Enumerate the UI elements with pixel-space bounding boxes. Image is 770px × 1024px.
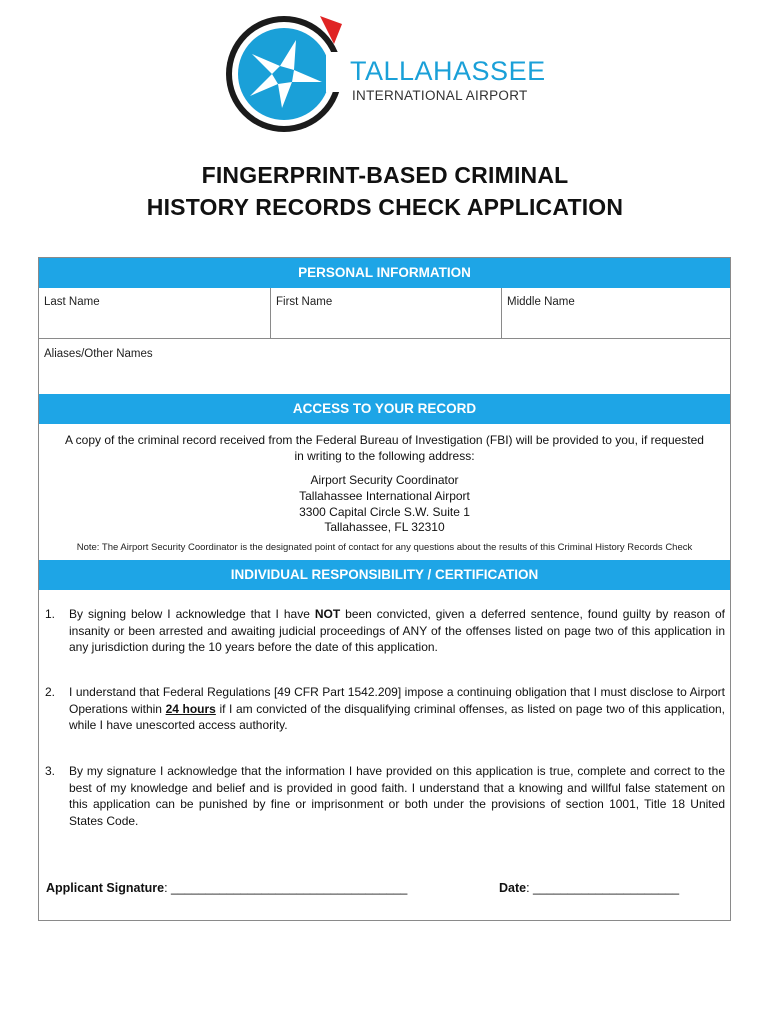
last-name-label: Last Name xyxy=(44,296,100,308)
address-line: Airport Security Coordinator xyxy=(310,473,459,487)
last-name-field[interactable] xyxy=(39,288,270,338)
date-label: Date xyxy=(499,881,527,895)
first-name-field[interactable] xyxy=(271,288,501,338)
signature-label: Applicant Signature xyxy=(46,881,165,895)
item-number: 2. xyxy=(45,685,56,699)
item-text: By my signature I acknowledge that the information I have provided on this application is true, complete and correct to the best of my knowledge and belief and is provided in good faith. I understand that a knowing and willful false statement on this application can be punished by fine or imprisonment or both under the provisions of section 1001, Title 18 United States Code. xyxy=(69,764,725,828)
personal-info-header: PERSONAL INFORMATION xyxy=(39,258,730,288)
signature-field[interactable] xyxy=(46,880,407,896)
item-number: 3. xyxy=(45,764,56,778)
access-text-line-2: in writing to the following address: xyxy=(294,449,475,463)
signature-line: : __________________________________ xyxy=(164,881,408,895)
item-text: I understand that Federal Regulations [49 CFR Part 1542.209] impose a continuing obligation that I must disclose to Airport Operations within 24 hours if I am convicted of the disqualifying criminal offenses, as listed on page two of this application, while I have unescorted access authority. xyxy=(69,685,726,732)
divider xyxy=(270,288,271,338)
emphasis-not: NOT xyxy=(314,607,341,621)
responsibility-header: INDIVIDUAL RESPONSIBILITY / CERTIFICATION xyxy=(39,560,730,590)
access-note: Note: The Airport Security Coordinator is the designated point of contact for any questions about the results of this Criminal History Records Check xyxy=(76,542,693,553)
page-title-line-2: HISTORY RECORDS CHECK APPLICATION xyxy=(146,194,624,220)
application-form xyxy=(38,257,731,921)
aliases-field[interactable] xyxy=(39,339,730,394)
divider xyxy=(501,288,502,338)
airport-logo xyxy=(222,10,562,138)
page-title-line-1: FINGERPRINT-BASED CRIMINAL xyxy=(201,162,569,188)
logo-subtitle: INTERNATIONAL AIRPORT xyxy=(352,88,528,103)
address-line: Tallahassee, FL 32310 xyxy=(324,520,445,534)
first-name-label: First Name xyxy=(276,296,333,308)
airport-logo-mark xyxy=(222,10,350,138)
item-text: By signing below I acknowledge that I have NOT been convicted, given a deferred sentence, found guilty by reason of insanity or been arrested and awaiting judicial proceedings of ANY of the offenses listed on page two of this application in any jurisdiction during the 10 years before the date of this application. xyxy=(69,607,725,654)
address-line: Tallahassee International Airport xyxy=(299,489,470,503)
address-line: 3300 Capital Circle S.W. Suite 1 xyxy=(299,505,470,519)
middle-name-field[interactable] xyxy=(502,288,730,338)
date-field[interactable] xyxy=(499,880,679,896)
emphasis-24-hours: 24 hours xyxy=(165,701,216,716)
item-number: 1. xyxy=(45,607,56,621)
date-line: : _____________________ xyxy=(526,881,680,895)
access-record-header: ACCESS TO YOUR RECORD xyxy=(39,394,730,424)
access-text-line-1: A copy of the criminal record received from the Federal Bureau of Investigation (FBI) will be provided to you, if requested xyxy=(65,433,704,447)
logo-name: TALLAHASSEE xyxy=(350,56,546,86)
aliases-label: Aliases/Other Names xyxy=(44,348,153,360)
middle-name-label: Middle Name xyxy=(507,296,575,308)
